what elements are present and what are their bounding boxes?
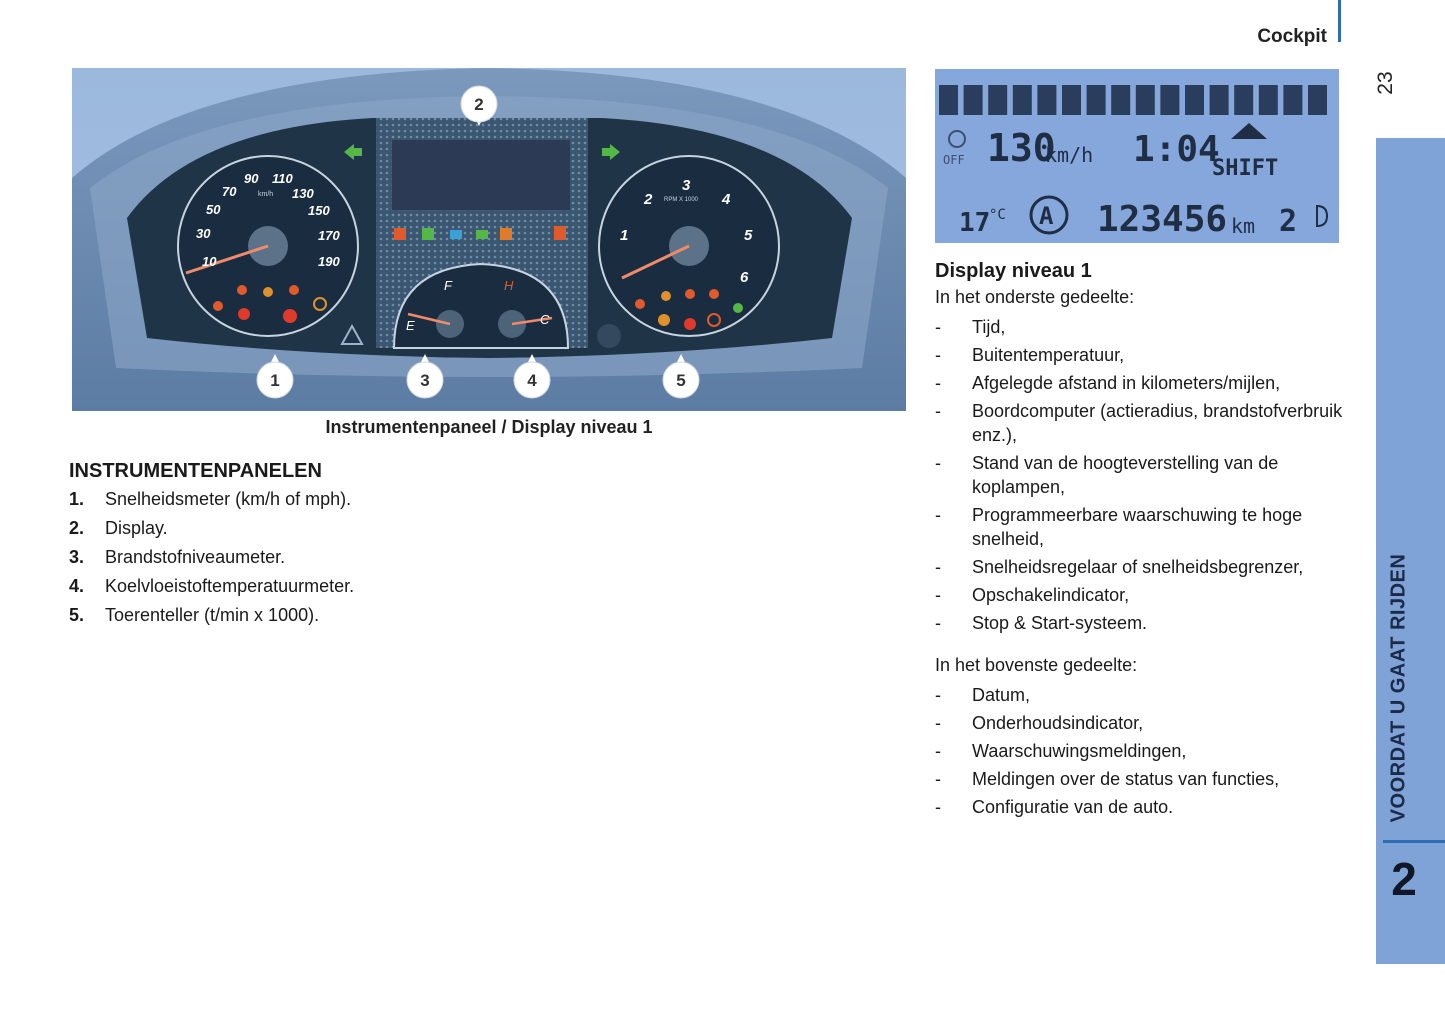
list-item: - Configuratie van de auto. [935, 797, 1174, 817]
svg-text:2: 2 [474, 95, 484, 114]
list-item: - Waarschuwingsmeldingen, [935, 741, 1187, 761]
lcd-matrix-cell [939, 85, 958, 115]
fuel-full-label: F [444, 278, 452, 293]
speed-unit: km/h [258, 191, 274, 198]
lcd-headlamp-level: 2 [1279, 204, 1298, 239]
header-rule [1338, 0, 1341, 42]
list-item: - Stop & Start-systeem. [935, 613, 1148, 633]
list-item: - Boordcomputer (actieradius, brandstofverbruik enz.), [935, 401, 1343, 445]
lcd-matrix-cell [964, 85, 983, 115]
list-item: - Opschakelindicator, [935, 585, 1130, 605]
temp-low-label: C [540, 312, 550, 327]
section-header: Cockpit [1257, 26, 1327, 47]
lcd-matrix-cell [1308, 85, 1327, 115]
lcd-temperature: 17 [959, 208, 991, 238]
chapter-number: 2 [1391, 853, 1417, 905]
lcd-display-illustration [935, 69, 1339, 243]
lcd-matrix-cell [988, 85, 1007, 115]
lcd-matrix-cell [1037, 85, 1056, 115]
svg-text:4: 4 [527, 371, 537, 390]
speed-mark: 10 [202, 254, 217, 269]
lcd-matrix-cell [1087, 85, 1106, 115]
speed-mark: 90 [244, 171, 259, 186]
list-item: - Onderhoudsindicator, [935, 713, 1144, 733]
svg-text:5: 5 [676, 371, 686, 390]
lcd-speed-unit: km/h [1045, 143, 1094, 167]
lcd-matrix-cell [1013, 85, 1032, 115]
rpm-mark: 6 [740, 269, 749, 286]
display-level-title: Display niveau 1 [935, 260, 1092, 282]
list-item: - Datum, [935, 685, 1031, 705]
center-display-screen [392, 140, 570, 210]
figure-caption: Instrumentenpaneel / Display niveau 1 [325, 417, 653, 437]
speedometer [178, 156, 358, 336]
list-item: 3. Brandstofniveaumeter. [69, 547, 286, 567]
chapter-label: VOORDAT U GAAT RIJDEN [1387, 553, 1410, 822]
list-item: - Buitentemperatuur, [935, 345, 1125, 365]
lcd-time: 1:04 [1133, 129, 1220, 170]
speed-mark: 150 [308, 203, 330, 218]
rpm-mark: 2 [644, 191, 653, 208]
lcd-matrix-cell [1259, 85, 1278, 115]
page-number: 23 [1374, 71, 1397, 95]
chapter-divider [1383, 840, 1445, 843]
instrument-cluster-illustration [72, 68, 906, 411]
lcd-temp-unit: °C [989, 207, 1006, 223]
lcd-odometer: 123456 [1097, 199, 1228, 240]
speed-mark: 130 [292, 186, 314, 201]
lcd-matrix-cell [1160, 85, 1179, 115]
lcd-off-label: OFF [943, 153, 965, 167]
lcd-matrix-cell [1210, 85, 1229, 115]
instrument-list [69, 489, 354, 634]
lcd-shift: SHIFT [1212, 156, 1279, 181]
lcd-speed: 130 [987, 126, 1056, 170]
speed-mark: 30 [196, 226, 211, 241]
lcd-odometer-unit: km [1231, 214, 1256, 238]
list-item: - Stand van de hoogteverstelling van de koplampen, [935, 453, 1279, 497]
fuel-empty-label: E [406, 318, 415, 333]
lower-part-intro: In het onderste gedeelte: [935, 287, 1135, 307]
list-item: - Programmeerbare waarschuwing te hoge snelheid, [935, 505, 1303, 549]
speed-mark: 190 [318, 254, 340, 269]
list-item: 5. Toerenteller (t/min x 1000). [69, 605, 320, 625]
list-item: 1. Snelheidsmeter (km/h of mph). [69, 489, 352, 509]
list-item: - Tijd, [935, 317, 1006, 337]
lower-part-list [935, 315, 1355, 635]
rpm-mark: 3 [682, 177, 691, 194]
list-item: - Afgelegde afstand in kilometers/mijlen, [935, 373, 1281, 393]
display-level-section [935, 258, 1355, 823]
rpm-mark: 4 [722, 191, 731, 208]
reset-button-icon [597, 324, 621, 348]
rpm-mark: 1 [620, 227, 629, 244]
svg-text:1: 1 [270, 371, 280, 390]
list-item: 2. Display. [69, 518, 168, 538]
tachometer [599, 156, 779, 336]
list-item: 4. Koelvloeistoftemperatuurmeter. [69, 576, 355, 596]
upper-part-intro: In het bovenste gedeelte: [935, 655, 1138, 675]
speed-mark: 170 [318, 228, 340, 243]
instrument-panels-heading: INSTRUMENTENPANELEN [69, 460, 322, 482]
rpm-unit: RPM X 1000 [664, 197, 699, 203]
lcd-matrix-cell [1185, 85, 1204, 115]
speed-mark: 110 [272, 171, 293, 186]
lcd-matrix-cell [1234, 85, 1253, 115]
speed-mark: 70 [222, 184, 237, 199]
chapter-tab[interactable] [1376, 545, 1422, 830]
upper-part-list [935, 683, 1355, 819]
list-item: - Snelheidsregelaar of snelheidsbegrenzer, [935, 557, 1304, 577]
lcd-auto-symbol: A [1039, 202, 1054, 230]
list-item: - Meldingen over de status van functies, [935, 769, 1280, 789]
speed-mark: 50 [206, 202, 221, 217]
lcd-matrix-cell [1062, 85, 1081, 115]
lcd-matrix-cell [1136, 85, 1155, 115]
lcd-matrix-cell [1111, 85, 1130, 115]
rpm-mark: 5 [744, 227, 753, 244]
lcd-matrix-cell [1283, 85, 1302, 115]
temp-high-label: H [504, 278, 514, 293]
svg-text:3: 3 [420, 371, 430, 390]
